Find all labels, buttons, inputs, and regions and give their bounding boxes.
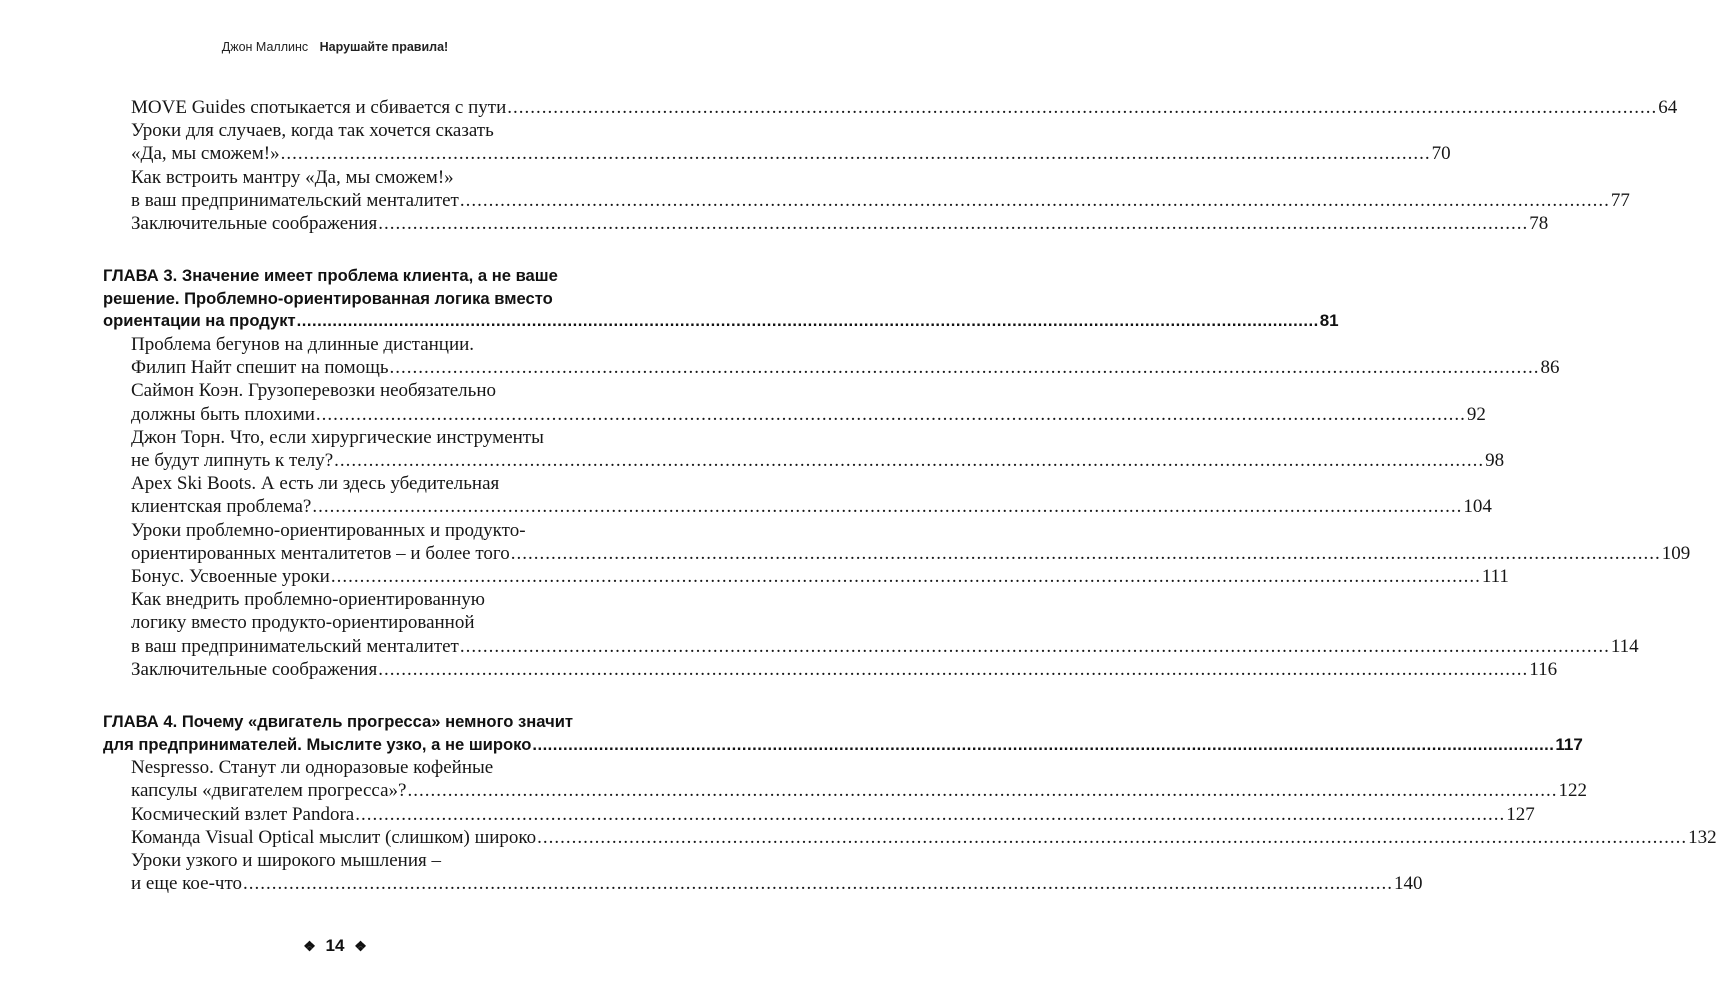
toc-entry-leader-row bbox=[131, 142, 1451, 165]
toc-entry-line: Проблема бегунов на длинные дистанции. bbox=[131, 334, 475, 355]
toc-entry bbox=[131, 826, 1717, 849]
toc-entry bbox=[131, 96, 1678, 119]
chapter-heading bbox=[103, 711, 1583, 756]
table-of-contents bbox=[103, 96, 1717, 895]
toc-entry-line: Apex Ski Boots. А есть ли здесь убедительная bbox=[131, 473, 500, 495]
toc-entry bbox=[131, 803, 1535, 826]
page-ref: 111 bbox=[1481, 566, 1509, 588]
toc-entry-line: «Да, мы сможем!» bbox=[131, 143, 280, 165]
dot-leader: ........................................................................................................................................................................................................ bbox=[459, 189, 1610, 211]
ornament-right-icon: ❖ bbox=[354, 938, 367, 954]
toc-entry-leader-row bbox=[131, 565, 1509, 588]
page-folio bbox=[0, 936, 670, 956]
toc-entry-line: Уроки для случаев, когда так хочется сказать bbox=[131, 120, 494, 142]
toc-entry-line: Nespresso. Станут ли одноразовые кофейные bbox=[131, 757, 494, 779]
toc-entry-line: Как встроить мантру «Да, мы сможем!» bbox=[131, 166, 454, 188]
toc-entry-leader-row bbox=[131, 542, 1691, 565]
toc-entry-leader-row bbox=[131, 779, 1587, 802]
toc-entry-line: клиентская проблема? bbox=[131, 496, 312, 518]
page-ref: 127 bbox=[1506, 803, 1535, 825]
toc-entry-leader-row bbox=[131, 826, 1717, 849]
toc-entry-leader-row bbox=[131, 356, 1560, 379]
toc-entry bbox=[131, 588, 1639, 658]
page-ref: 140 bbox=[1394, 873, 1423, 895]
dot-leader: ........................................................................................................................................................................................................ bbox=[355, 803, 1506, 825]
dot-leader: ........................................................................................................................................................................................................ bbox=[315, 403, 1466, 425]
toc-entry bbox=[131, 519, 1691, 565]
toc-entry-line: Космический взлет Pandora bbox=[131, 803, 355, 825]
dot-leader: ........................................................................................................................................................................................................ bbox=[507, 97, 1658, 118]
chapter-heading-line: решение. Проблемно-ориентированная логика вместо bbox=[103, 288, 553, 308]
toc-entry-line: капсулы «двигателем прогресса»? bbox=[131, 780, 407, 802]
toc-entry-line: Уроки узкого и широкого мышления – bbox=[131, 850, 441, 872]
toc-entry-line: в ваш предпринимательский менталитет bbox=[131, 635, 459, 657]
toc-entry-leader-row bbox=[131, 658, 1558, 681]
chapter-heading-line: ориентации на продукт bbox=[103, 311, 296, 331]
dot-leader: ........................................................................................................................................................................................................ bbox=[510, 542, 1661, 564]
running-header-book-title: Нарушайте правила! bbox=[319, 40, 449, 54]
dot-leader: ........................................................................................................................................................................................................ bbox=[378, 213, 1529, 235]
page-ref: 92 bbox=[1466, 403, 1486, 425]
page-number: 14 bbox=[325, 936, 345, 955]
page-ref: 132 bbox=[1688, 826, 1717, 848]
toc-entry-line: должны быть плохими bbox=[131, 403, 315, 425]
toc-entry-line: в ваш предпринимательский менталитет bbox=[131, 189, 459, 211]
page-ref: 77 bbox=[1610, 189, 1630, 211]
dot-leader: ........................................................................................................................................................................................................ bbox=[378, 658, 1529, 680]
toc-entry-line: Уроки проблемно-ориентированных и продукто- bbox=[131, 519, 526, 541]
toc-entry bbox=[131, 333, 1560, 379]
page-ref: 109 bbox=[1661, 542, 1691, 564]
page-ref: 70 bbox=[1431, 143, 1451, 165]
dot-leader: ........................................................................................................................................................................................................ bbox=[532, 734, 1555, 754]
page-ref: 78 bbox=[1529, 213, 1549, 235]
page-ref: 117 bbox=[1555, 734, 1583, 754]
chapter-heading bbox=[103, 265, 1339, 333]
chapter-heading-leader-row bbox=[103, 310, 1339, 333]
chapter-heading-line: ГЛАВА 3. Значение имеет проблема клиента, а не ваше bbox=[103, 266, 558, 286]
toc-entry bbox=[131, 472, 1492, 518]
toc-entry-line: не будут липнуть к телу? bbox=[131, 450, 334, 472]
page-ref: 122 bbox=[1558, 780, 1587, 802]
toc-entry-leader-row bbox=[131, 212, 1549, 235]
toc-entry-line: Заключительные соображения bbox=[131, 658, 378, 680]
ornament-left-icon: ❖ bbox=[303, 938, 316, 954]
toc-entry-leader-row bbox=[131, 403, 1486, 426]
page-ref: 64 bbox=[1658, 97, 1678, 118]
toc-entry-line: Команда Visual Optical мыслит (слишком) широко bbox=[131, 826, 537, 848]
page-ref: 98 bbox=[1485, 450, 1505, 472]
toc-entry bbox=[131, 119, 1451, 165]
toc-entry bbox=[131, 212, 1549, 235]
chapter-heading-line: для предпринимателей. Мыслите узко, а не широко bbox=[103, 734, 532, 754]
toc-entry bbox=[131, 166, 1630, 212]
toc-entry-line: ориентированных менталитетов – и более того bbox=[131, 542, 510, 564]
section-gap bbox=[103, 681, 600, 711]
dot-leader: ........................................................................................................................................................................................................ bbox=[296, 311, 1319, 331]
page-ref: 86 bbox=[1540, 357, 1560, 379]
toc-entry-leader-row bbox=[131, 449, 1505, 472]
chapter-heading-line: ГЛАВА 4. Почему «двигатель прогресса» немного значит bbox=[103, 712, 574, 732]
toc-entry bbox=[131, 565, 1509, 588]
toc-entry bbox=[131, 756, 1587, 802]
toc-entry bbox=[131, 658, 1558, 681]
toc-entry-line: Филип Найт спешит на помощь bbox=[131, 357, 389, 379]
toc-entry-leader-row bbox=[131, 872, 1423, 895]
toc-entry-leader-row bbox=[131, 189, 1630, 212]
toc-entry bbox=[131, 849, 1423, 895]
page-ref: 114 bbox=[1610, 635, 1639, 657]
toc-entry-line: логику вместо продукто-ориентированной bbox=[131, 612, 475, 634]
page-ref: 104 bbox=[1463, 496, 1492, 518]
dot-leader: ........................................................................................................................................................................................................ bbox=[389, 357, 1540, 379]
dot-leader: ........................................................................................................................................................................................................ bbox=[537, 826, 1688, 848]
toc-entry-leader-row bbox=[131, 635, 1639, 658]
dot-leader: ........................................................................................................................................................................................................ bbox=[459, 635, 1610, 657]
dot-leader: ........................................................................................................................................................................................................ bbox=[407, 780, 1558, 802]
page-ref: 81 bbox=[1319, 311, 1339, 331]
dot-leader: ........................................................................................................................................................................................................ bbox=[243, 873, 1394, 895]
toc-entry bbox=[131, 379, 1486, 425]
toc-entry-line: Джон Торн. Что, если хирургические инструменты bbox=[131, 426, 544, 448]
dot-leader: ........................................................................................................................................................................................................ bbox=[280, 143, 1431, 165]
toc-entry-line: и еще кое-что bbox=[131, 873, 243, 895]
page-ref: 116 bbox=[1529, 658, 1558, 680]
running-header-author: Джон Маллинс bbox=[221, 40, 309, 54]
toc-entry bbox=[131, 426, 1505, 472]
section-gap bbox=[103, 235, 600, 265]
running-header bbox=[0, 40, 670, 54]
toc-entry-line: Саймон Коэн. Грузоперевозки необязательно bbox=[131, 380, 496, 402]
chapter-heading-leader-row bbox=[103, 734, 1583, 757]
dot-leader: ........................................................................................................................................................................................................ bbox=[312, 496, 1463, 518]
dot-leader: ........................................................................................................................................................................................................ bbox=[330, 566, 1481, 588]
toc-entry-leader-row bbox=[131, 96, 1678, 119]
toc-entry-leader-row bbox=[131, 803, 1535, 826]
toc-entry-line: Бонус. Усвоенные уроки bbox=[131, 566, 330, 588]
toc-entry-line: MOVE Guides спотыкается и сбивается с пути bbox=[131, 97, 507, 118]
toc-entry-line: Заключительные соображения bbox=[131, 213, 378, 235]
dot-leader: ........................................................................................................................................................................................................ bbox=[334, 450, 1485, 472]
toc-entry-leader-row bbox=[131, 495, 1492, 518]
toc-entry-line: Как внедрить проблемно-ориентированную bbox=[131, 589, 485, 611]
